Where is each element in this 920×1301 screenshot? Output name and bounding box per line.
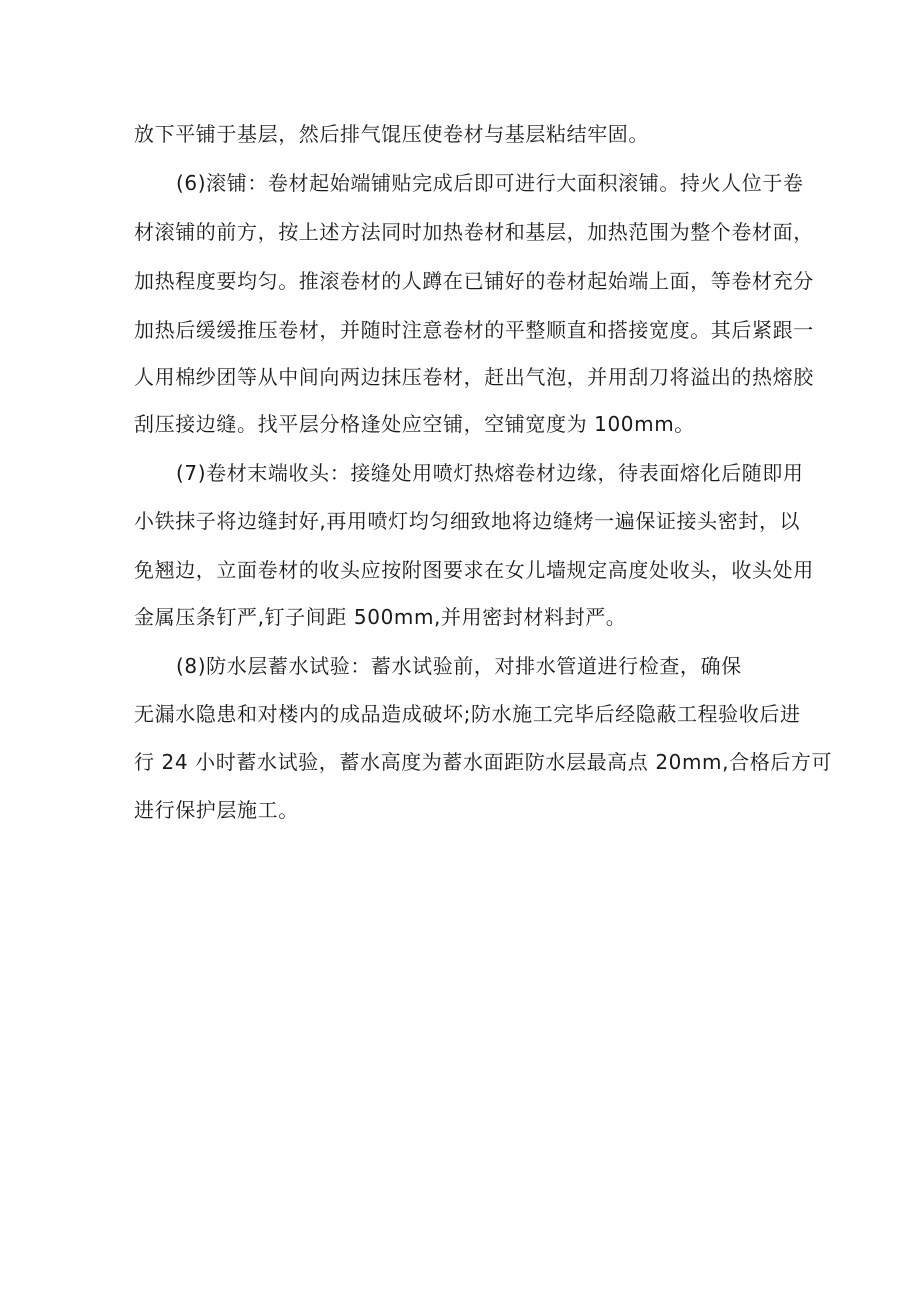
paragraph-6-line-6: 刮压接边缝。找平层分格逢处应空铺，空铺宽度为 100mm。: [134, 412, 695, 436]
paragraph-8-line-4: 进行保护层施工。: [134, 798, 299, 822]
paragraph-6-line-5: 人用棉纱团等从中间向两边抹压卷材，赶出气泡，并用刮刀将溢出的热熔胶: [134, 365, 814, 389]
paragraph-7-line-3: 免翘边，立面卷材的收头应按附图要求在女儿墙规定高度处收头，收头处用: [134, 558, 814, 582]
paragraph-7-line-2: 小铁抹子将边缝封好,再用喷灯均匀细致地将边缝烤一遍保证接头密封，以: [134, 509, 801, 533]
paragraph-6-line-2: 材滚铺的前方，按上述方法同时加热卷材和基层，加热范围为整个卷材面，: [134, 220, 814, 244]
paragraph-7-line-1: (7)卷材末端收头：接缝处用喷灯热熔卷材边缘，待表面熔化后随即用: [176, 461, 804, 485]
text-line-1: 放下平铺于基层，然后排气馄压使卷材与基层粘结牢固。: [134, 122, 649, 146]
paragraph-6-line-3: 加热程度要均匀。推滚卷材的人蹲在已铺好的卷材起始端上面，等卷材充分: [134, 269, 814, 293]
paragraph-8-line-1: (8)防水层蓄水试验：蓄水试验前，对排水管道进行检查，确保: [176, 654, 742, 678]
paragraph-6-line-1: (6)滚铺：卷材起始端铺贴完成后即可进行大面积滚铺。持火人位于卷: [176, 171, 804, 195]
paragraph-8-line-2: 无漏水隐患和对楼内的成品造成破坏;防水施工完毕后经隐蔽工程验收后进: [134, 702, 801, 726]
paragraph-7-line-4: 金属压条钉严,钉子间距 500mm,并用密封材料封严。: [134, 605, 627, 629]
paragraph-6-line-4: 加热后缓缓推压卷材，并随时注意卷材的平整顺直和搭接宽度。其后紧跟一: [134, 318, 814, 342]
paragraph-8-line-3: 行 24 小时蓄水试验，蓄水高度为蓄水面距防水层最高点 20mm,合格后方可: [134, 750, 833, 774]
